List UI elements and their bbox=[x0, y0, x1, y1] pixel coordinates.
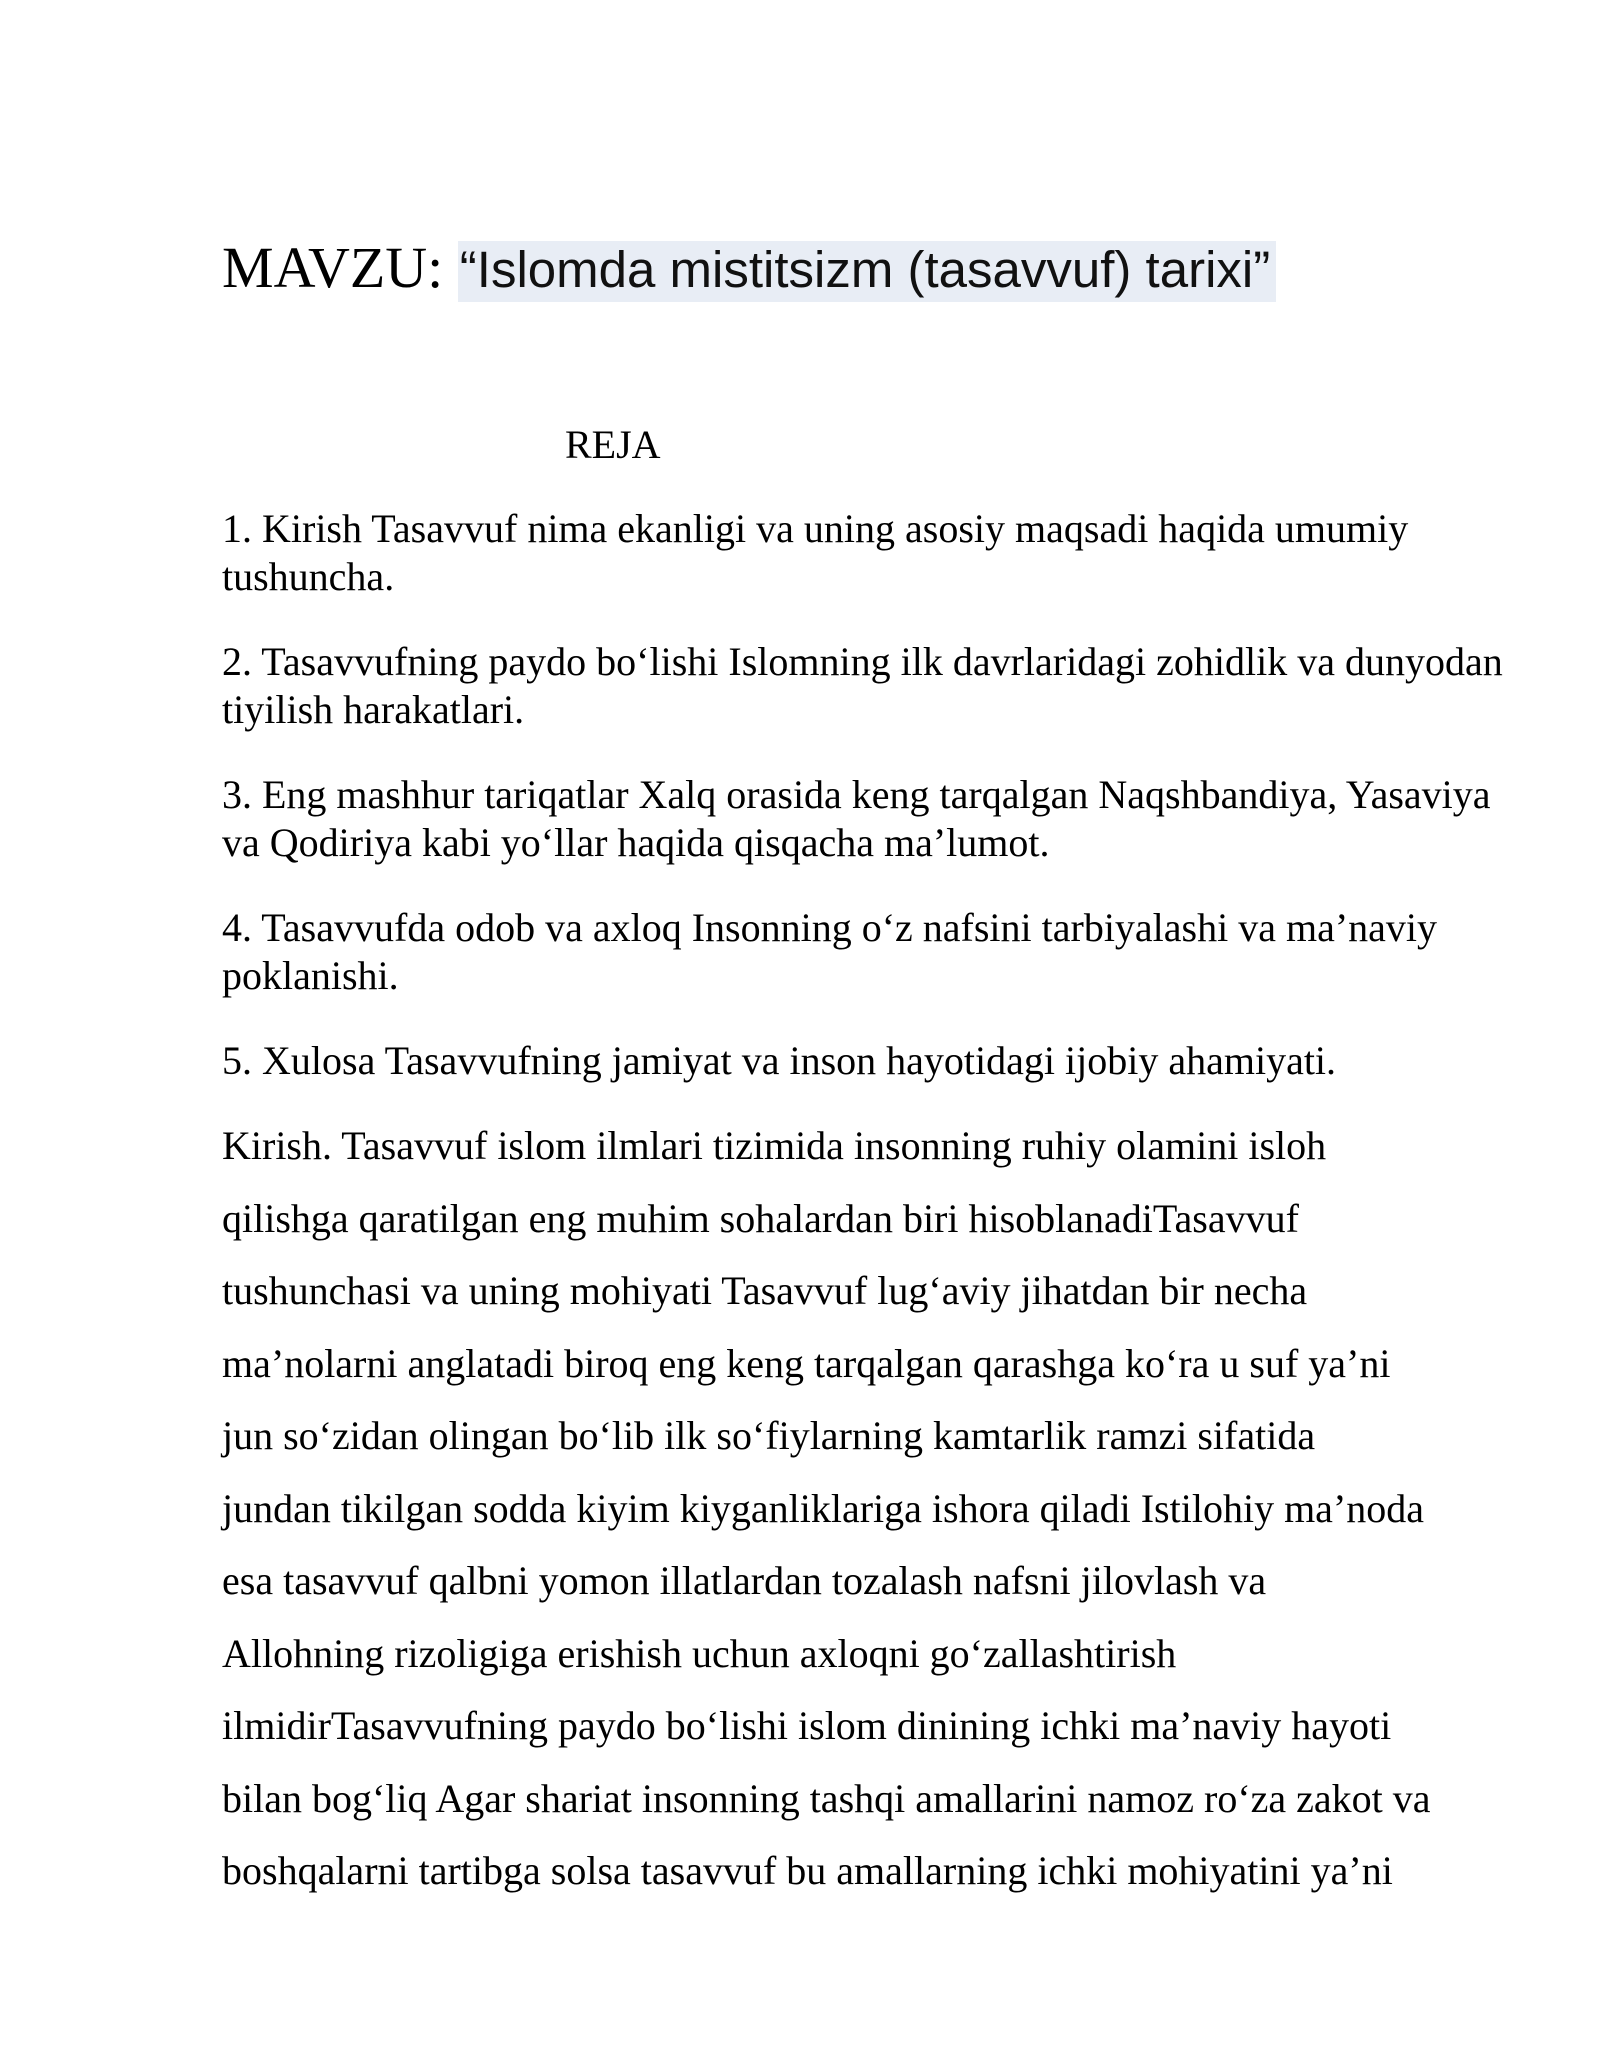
document-title bbox=[222, 232, 1276, 306]
body-line: jundan tikilgan sodda kiyim kiyganliklariga ishora qiladi Istilohiy ma’noda bbox=[222, 1485, 1425, 1531]
body-line: Kirish. Tasavvuf islom ilmlari tizimida insonning ruhiy olamini isloh bbox=[222, 1123, 1327, 1168]
title-prefix: MAVZU: bbox=[222, 235, 444, 300]
body-line: bilan bog‘liq Agar shariat insonning tashqi amallarini namoz ro‘za zakot va bbox=[222, 1775, 1431, 1821]
plan-item: 5. Xulosa Tasavvufning jamiyat va inson hayotidagi ijobiy ahamiyati. bbox=[222, 1038, 1337, 1083]
body-line: ma’nolarni anglatadi biroq eng keng tarqalgan qarashga ko‘ra u suf ya’ni bbox=[222, 1340, 1391, 1386]
body-line: Allohning rizoligiga erishish uchun axloqni go‘zallashtirish bbox=[222, 1630, 1177, 1676]
plan-heading: REJA bbox=[565, 422, 661, 467]
plan-item: 1. Kirish Tasavvuf nima ekanligi va uning asosiy maqsadi haqida umumiy tushuncha. bbox=[222, 506, 1409, 599]
plan-list bbox=[222, 505, 1512, 1122]
plan-item: 4. Tasavvufda odob va axloq Insonning o‘z nafsini tarbiyalashi va ma’naviy poklanishi. bbox=[222, 905, 1438, 998]
plan-item: 3. Eng mashhur tariqatlar Xalq orasida keng tarqalgan Naqshbandiya, Yasaviya va Qodiriya kabi yo‘llar haqida qisqacha ma’lumot. bbox=[222, 772, 1491, 865]
title-subject-highlighted: “Islomda mistitsizm (tasavvuf) tarixi” bbox=[458, 241, 1276, 302]
body-line: jun so‘zidan olingan bo‘lib ilk so‘fiylarning kamtarlik ramzi sifatida bbox=[222, 1413, 1316, 1458]
plan-item: 2. Tasavvufning paydo bo‘lishi Islomning ilk davrlaridagi zohidlik va dunyodan tiyilish harakatlari. bbox=[222, 639, 1503, 732]
body-line: ilmidirTasavvufning paydo bo‘lishi islom dinining ichki ma’naviy hayoti bbox=[222, 1703, 1392, 1748]
body-line: qilishga qaratilgan eng muhim sohalardan biri hisoblanadiTasavvuf bbox=[222, 1195, 1299, 1241]
body-paragraph bbox=[222, 1110, 1512, 1908]
body-line: tushunchasi va uning mohiyati Tasavvuf lug‘aviy jihatdan bir necha bbox=[222, 1268, 1308, 1313]
body-line: boshqalarni tartibga solsa tasavvuf bu amallarning ichki mohiyatini ya’ni bbox=[222, 1848, 1393, 1893]
body-line: esa tasavvuf qalbni yomon illatlardan tozalash nafsni jilovlash va bbox=[222, 1558, 1267, 1603]
